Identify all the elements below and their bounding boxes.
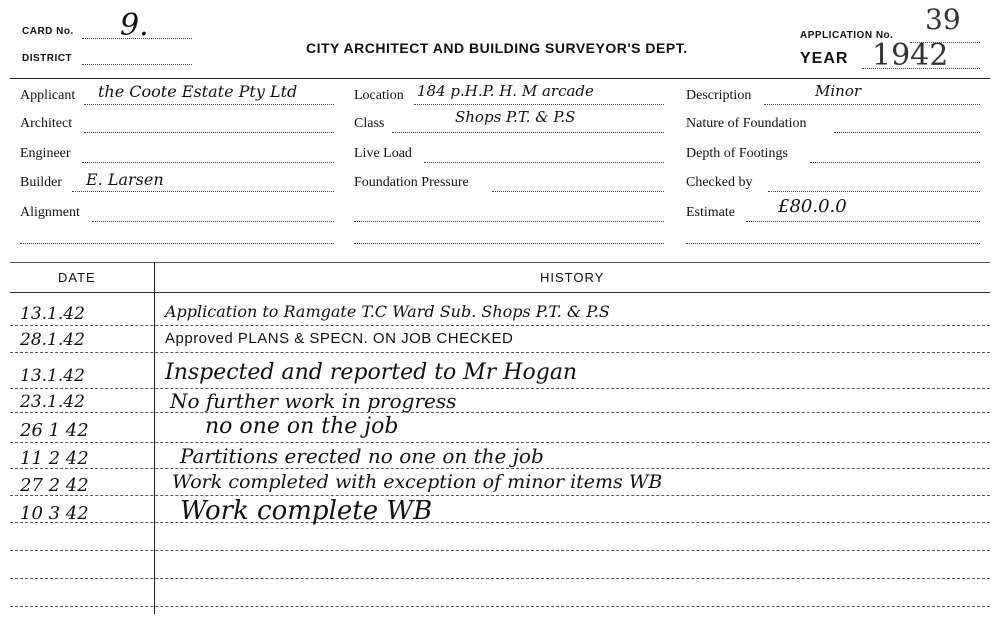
row-history: No further work in progress bbox=[170, 389, 457, 413]
row-history: Partitions erected no one on the job bbox=[180, 444, 544, 468]
table-header-rule bbox=[10, 292, 990, 293]
estimate-line bbox=[746, 221, 980, 222]
row-rule bbox=[10, 495, 990, 496]
row-history: no one on the job bbox=[205, 414, 399, 439]
builder-value: E. Larsen bbox=[86, 170, 164, 189]
row-rule bbox=[10, 325, 990, 326]
date-column-header: DATE bbox=[58, 270, 96, 285]
row-date: 11 2 42 bbox=[20, 448, 89, 469]
nature-of-foundation-label: Nature of Foundation bbox=[686, 116, 807, 131]
right-blank-line bbox=[686, 243, 980, 244]
row-rule bbox=[10, 442, 990, 443]
location-line bbox=[414, 104, 664, 105]
row-rule bbox=[10, 412, 990, 413]
row-history: Approved PLANS & SPECN. ON JOB CHECKED bbox=[165, 330, 514, 347]
alignment-label: Alignment bbox=[20, 205, 80, 220]
engineer-label: Engineer bbox=[20, 146, 71, 161]
foundation-pressure-line bbox=[492, 191, 664, 192]
row-date: 13.1.42 bbox=[20, 366, 85, 386]
date-column-divider bbox=[154, 262, 155, 614]
checked-by-label: Checked by bbox=[686, 175, 753, 190]
row-rule bbox=[10, 468, 990, 469]
description-label: Description bbox=[686, 88, 752, 103]
district-line bbox=[82, 64, 192, 65]
architect-label: Architect bbox=[20, 116, 73, 131]
location-value: 184 p.H.P. H. M arcade bbox=[417, 82, 594, 100]
page-title: CITY ARCHITECT AND BUILDING SURVEYOR'S DEPT. bbox=[306, 40, 688, 56]
class-label: Class bbox=[354, 116, 385, 131]
engineer-line bbox=[82, 162, 334, 163]
foundation-pressure-label: Foundation Pressure bbox=[354, 175, 469, 190]
card-no-label: CARD No. bbox=[22, 26, 74, 37]
row-rule bbox=[10, 388, 990, 389]
applicant-line bbox=[84, 104, 334, 105]
depth-of-footings-label: Depth of Footings bbox=[686, 146, 788, 161]
builder-line bbox=[72, 191, 334, 192]
nature-of-foundation-line bbox=[834, 132, 980, 133]
row-rule bbox=[10, 606, 990, 607]
checked-by-line bbox=[768, 191, 980, 192]
row-rule bbox=[10, 550, 990, 551]
applicant-value: the Coote Estate Pty Ltd bbox=[98, 82, 298, 101]
class-line bbox=[392, 132, 664, 133]
row-history: Inspected and reported to Mr Hogan bbox=[165, 360, 578, 385]
alignment-line-2 bbox=[20, 243, 334, 244]
year-value: 1942 bbox=[872, 38, 949, 73]
live-load-label: Live Load bbox=[354, 146, 412, 161]
row-date: 13.1.42 bbox=[20, 304, 85, 324]
depth-of-footings-line bbox=[810, 162, 980, 163]
history-column-header: HISTORY bbox=[540, 270, 605, 285]
row-date: 28.1.42 bbox=[20, 330, 85, 350]
application-no-label: APPLICATION No. bbox=[800, 30, 894, 41]
district-label: DISTRICT bbox=[22, 53, 73, 64]
location-label: Location bbox=[354, 88, 404, 103]
description-line bbox=[764, 104, 980, 105]
middle-blank-line-2 bbox=[354, 243, 664, 244]
builder-label: Builder bbox=[20, 175, 62, 190]
row-date: 23.1.42 bbox=[20, 392, 85, 412]
form-top-border bbox=[10, 78, 990, 79]
applicant-label: Applicant bbox=[20, 88, 76, 103]
row-date: 10 3 42 bbox=[20, 503, 89, 524]
estimate-value: £80.0.0 bbox=[778, 196, 847, 217]
table-top-border bbox=[10, 262, 990, 263]
row-history: Application to Ramgate T.C Ward Sub. Shops P.T. & P.S bbox=[165, 302, 610, 321]
middle-blank-line-1 bbox=[354, 221, 664, 222]
live-load-line bbox=[424, 162, 664, 163]
architect-line bbox=[84, 132, 334, 133]
row-rule bbox=[10, 578, 990, 579]
row-date: 26 1 42 bbox=[20, 420, 89, 441]
row-history: Work completed with exception of minor items WB bbox=[172, 471, 663, 493]
row-rule bbox=[10, 522, 990, 523]
row-rule bbox=[10, 352, 990, 353]
class-value: Shops P.T. & P.S bbox=[455, 108, 576, 126]
estimate-label: Estimate bbox=[686, 205, 735, 220]
application-no-value: 39 bbox=[925, 3, 961, 36]
year-label: YEAR bbox=[800, 50, 849, 67]
row-history: Work complete WB bbox=[180, 496, 433, 526]
row-date: 27 2 42 bbox=[20, 475, 89, 496]
card-no-value: 9. bbox=[120, 8, 149, 43]
description-value: Minor bbox=[815, 82, 862, 100]
alignment-line bbox=[92, 221, 334, 222]
